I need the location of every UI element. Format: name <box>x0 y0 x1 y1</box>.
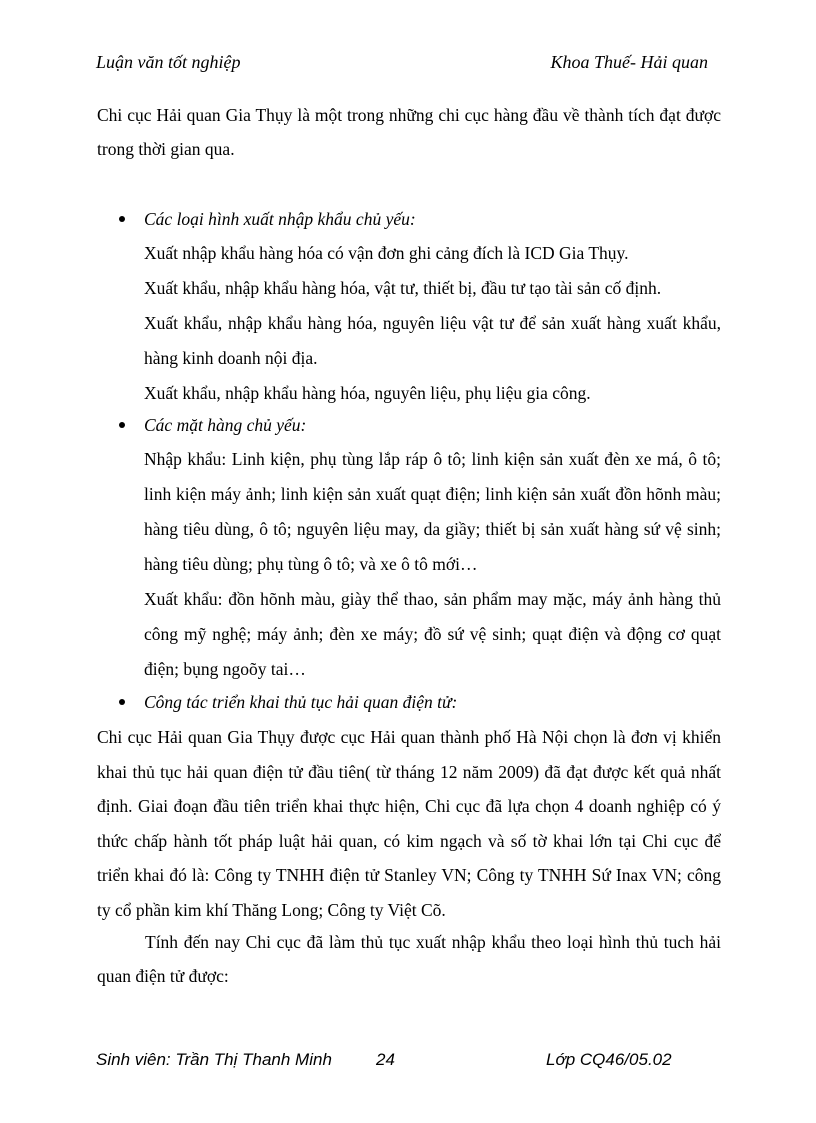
section-import-export-types <box>97 202 721 411</box>
section-heading <box>97 685 721 719</box>
header-thesis-title: Luận văn tốt nghiệp <box>96 52 241 72</box>
list-item: Xuất khẩu, nhập khẩu hàng hóa, nguyên liệu vật tư để sản xuất hàng xuất khẩu, hàng kinh doanh nội địa. <box>144 313 721 368</box>
section-main-goods <box>97 408 721 687</box>
e-customs-paragraph <box>97 720 721 927</box>
section-heading <box>97 408 721 442</box>
footer-class: Lớp CQ46/05.02 <box>546 1050 672 1069</box>
header-faculty: Khoa Thuế- Hải quan <box>550 52 708 72</box>
paragraph-text: Tính đến nay Chi cục đã làm thủ tục xuất nhập khẩu theo loại hình thủ tuch hải quan điện tử được: <box>97 932 721 986</box>
bullet-icon <box>119 422 125 428</box>
list-item: Xuất khẩu, nhập khẩu hàng hóa, nguyên liệu, phụ liệu gia công. <box>144 383 591 403</box>
bullet-icon <box>119 699 125 705</box>
section-e-customs <box>97 685 721 719</box>
list-item: Xuất khẩu, nhập khẩu hàng hóa, vật tư, thiết bị, đầu tư tạo tài sản cố định. <box>144 278 662 298</box>
section-heading <box>97 202 721 236</box>
list-item: Xuất nhập khẩu hàng hóa có vận đơn ghi cảng đích là ICD Gia Thụy. <box>144 243 629 263</box>
section-heading-text: Các loại hình xuất nhập khẩu chủ yếu: <box>144 209 416 229</box>
footer-page-number: 24 <box>376 1050 395 1069</box>
section-heading-text: Các mặt hàng chủ yếu: <box>144 415 307 435</box>
summary-paragraph <box>97 925 721 993</box>
list-item: Nhập khẩu: Linh kiện, phụ tùng lắp ráp ô tô; linh kiện sản xuất đèn xe má, ô tô; linh kiện máy ảnh; linh kiện sản xuất quạt điện; linh kiện sản xuất đồn hõnh màu; hàng tiêu dùng, ô tô; nguyên liệu may, da giầy; thiết bị sản xuất hàng sứ vệ sinh; hàng tiêu dùng; phụ tùng ô tô; và xe ô tô mới… <box>144 449 721 574</box>
footer-student-name: Sinh viên: Trần Thị Thanh Minh <box>96 1050 332 1069</box>
intro-text: Chi cục Hải quan Gia Thụy là một trong những chi cục hàng đầu về thành tích đạt được trong thời gian qua. <box>97 105 721 159</box>
intro-paragraph <box>97 98 721 166</box>
paragraph-text: Chi cục Hải quan Gia Thụy được cục Hải quan thành phố Hà Nội chọn là đơn vị khiển khai thủ tục hải quan điện tử đầu tiên( từ tháng 12 năm 2009) đã đạt được kết quả nhất định. Giai đoạn đầu tiên triển khai thực hiện, Chi cục đã lựa chọn 4 doanh nghiệp có ý thức chấp hành tốt pháp luật hải quan, có kim ngạch và số tờ khai lớn tại Chi cục để triển khai đó là: Công ty TNHH điện tử Stanley VN; Công ty TNHH Sứ Inax VN; công ty cổ phần kim khí Thăng Long; Công ty Việt Cõ. <box>97 727 721 920</box>
list-item: Xuất khẩu: đồn hõnh màu, giày thể thao, sản phẩm may mặc, máy ảnh hàng thủ công mỹ nghệ; máy ảnh; đèn xe máy; đồ sứ vệ sinh; quạt điện và động cơ quạt điện; bụng ngoõy tai… <box>144 589 721 679</box>
bullet-icon <box>119 216 125 222</box>
section-heading-text: Công tác triển khai thủ tục hải quan điện tử: <box>144 692 458 712</box>
